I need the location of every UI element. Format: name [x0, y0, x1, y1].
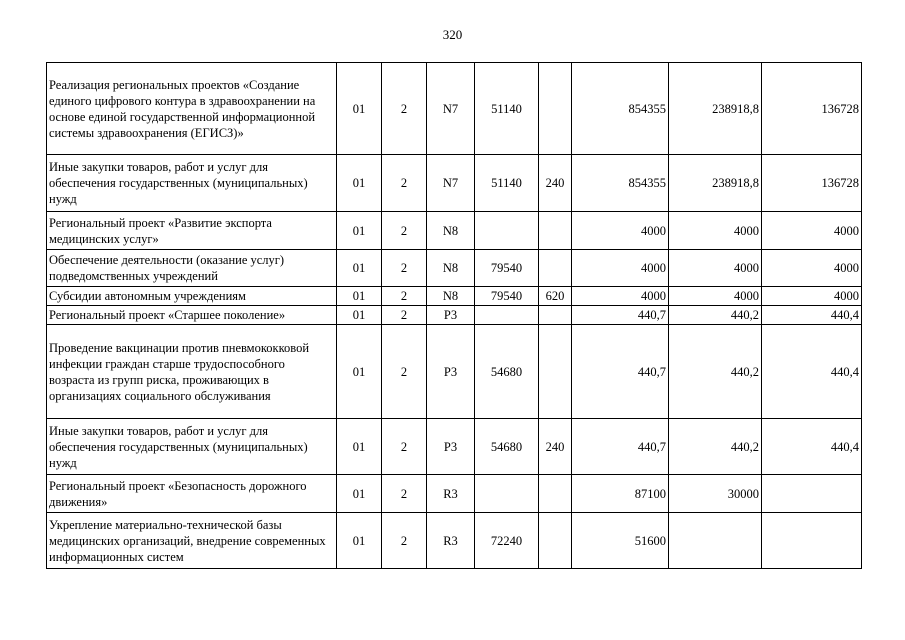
cell-amount-3: 136728: [762, 155, 862, 212]
cell-amount-1: 4000: [572, 250, 669, 287]
cell-amount-2: 4000: [669, 250, 762, 287]
cell-subsection: 2: [382, 250, 427, 287]
cell-direction: [475, 306, 539, 325]
cell-expense-type: [539, 325, 572, 419]
cell-direction: 54680: [475, 325, 539, 419]
cell-expense-type: [539, 475, 572, 513]
cell-amount-1: 854355: [572, 155, 669, 212]
cell-subsection: 2: [382, 306, 427, 325]
cell-amount-3: 4000: [762, 287, 862, 306]
table-row: [47, 287, 862, 306]
row-name: Укрепление материально-технической базы медицинских организаций, внедрение современных информационных систем: [47, 513, 337, 569]
cell-program: N8: [427, 212, 475, 250]
cell-section: 01: [337, 419, 382, 475]
row-name: Иные закупки товаров, работ и услуг для обеспечения государственных (муниципальных) нужд: [47, 155, 337, 212]
cell-program: P3: [427, 419, 475, 475]
cell-direction: 79540: [475, 287, 539, 306]
cell-amount-3: 4000: [762, 212, 862, 250]
cell-section: 01: [337, 475, 382, 513]
cell-expense-type: [539, 212, 572, 250]
cell-amount-2: 440,2: [669, 419, 762, 475]
cell-subsection: 2: [382, 475, 427, 513]
table-row: [47, 513, 862, 569]
cell-amount-1: 87100: [572, 475, 669, 513]
cell-section: 01: [337, 306, 382, 325]
row-name: Региональный проект «Безопасность дорожного движения»: [47, 475, 337, 513]
table-row: [47, 419, 862, 475]
cell-direction: 51140: [475, 155, 539, 212]
cell-direction: [475, 475, 539, 513]
cell-amount-2: 440,2: [669, 325, 762, 419]
cell-amount-3: [762, 475, 862, 513]
table-row: [47, 250, 862, 287]
cell-section: 01: [337, 63, 382, 155]
cell-amount-1: 4000: [572, 287, 669, 306]
cell-amount-3: 440,4: [762, 306, 862, 325]
cell-program: R3: [427, 513, 475, 569]
cell-program: N8: [427, 250, 475, 287]
cell-section: 01: [337, 212, 382, 250]
row-name: Реализация региональных проектов «Создание единого цифрового контура в здравоохранении на основе единой государственной информационной системы здравоохранения (ЕГИСЗ)»: [47, 63, 337, 155]
cell-subsection: 2: [382, 513, 427, 569]
cell-subsection: 2: [382, 63, 427, 155]
budget-table: [46, 62, 862, 569]
cell-expense-type: [539, 250, 572, 287]
cell-program: R3: [427, 475, 475, 513]
cell-amount-2: 238918,8: [669, 63, 762, 155]
cell-subsection: 2: [382, 419, 427, 475]
cell-expense-type: 240: [539, 155, 572, 212]
cell-direction: 51140: [475, 63, 539, 155]
cell-subsection: 2: [382, 287, 427, 306]
cell-amount-2: 440,2: [669, 306, 762, 325]
cell-amount-3: 136728: [762, 63, 862, 155]
cell-amount-1: 440,7: [572, 325, 669, 419]
cell-program: N7: [427, 155, 475, 212]
cell-amount-2: [669, 513, 762, 569]
row-name: Региональный проект «Развитие экспорта медицинских услуг»: [47, 212, 337, 250]
cell-direction: 79540: [475, 250, 539, 287]
table-row: [47, 325, 862, 419]
cell-subsection: 2: [382, 325, 427, 419]
cell-amount-2: 4000: [669, 287, 762, 306]
row-name: Субсидии автономным учреждениям: [47, 287, 337, 306]
cell-direction: [475, 212, 539, 250]
cell-expense-type: [539, 306, 572, 325]
table-row: [47, 63, 862, 155]
cell-amount-3: 440,4: [762, 325, 862, 419]
cell-program: P3: [427, 325, 475, 419]
cell-section: 01: [337, 155, 382, 212]
row-name: Проведение вакцинации против пневмококковой инфекции граждан старше трудоспособного возраста из групп риска, проживающих в организациях социального обслуживания: [47, 325, 337, 419]
cell-amount-1: 440,7: [572, 419, 669, 475]
cell-direction: 54680: [475, 419, 539, 475]
cell-amount-3: [762, 513, 862, 569]
cell-amount-1: 440,7: [572, 306, 669, 325]
table-row: [47, 155, 862, 212]
cell-section: 01: [337, 250, 382, 287]
cell-amount-3: 440,4: [762, 419, 862, 475]
cell-program: P3: [427, 306, 475, 325]
cell-expense-type: [539, 513, 572, 569]
cell-section: 01: [337, 325, 382, 419]
cell-amount-2: 238918,8: [669, 155, 762, 212]
cell-program: N8: [427, 287, 475, 306]
table-row: [47, 212, 862, 250]
cell-section: 01: [337, 513, 382, 569]
table-row: [47, 475, 862, 513]
cell-expense-type: 240: [539, 419, 572, 475]
cell-expense-type: [539, 63, 572, 155]
page-number: 320: [442, 27, 463, 42]
cell-subsection: 2: [382, 155, 427, 212]
cell-amount-2: 30000: [669, 475, 762, 513]
cell-amount-1: 854355: [572, 63, 669, 155]
cell-section: 01: [337, 287, 382, 306]
cell-amount-1: 4000: [572, 212, 669, 250]
cell-expense-type: 620: [539, 287, 572, 306]
cell-direction: 72240: [475, 513, 539, 569]
cell-amount-3: 4000: [762, 250, 862, 287]
table-row: [47, 306, 862, 325]
row-name: Иные закупки товаров, работ и услуг для обеспечения государственных (муниципальных) нужд: [47, 419, 337, 475]
row-name: Обеспечение деятельности (оказание услуг) подведомственных учреждений: [47, 250, 337, 287]
cell-amount-2: 4000: [669, 212, 762, 250]
cell-program: N7: [427, 63, 475, 155]
row-name: Региональный проект «Старшее поколение»: [47, 306, 337, 325]
cell-subsection: 2: [382, 212, 427, 250]
cell-amount-1: 51600: [572, 513, 669, 569]
